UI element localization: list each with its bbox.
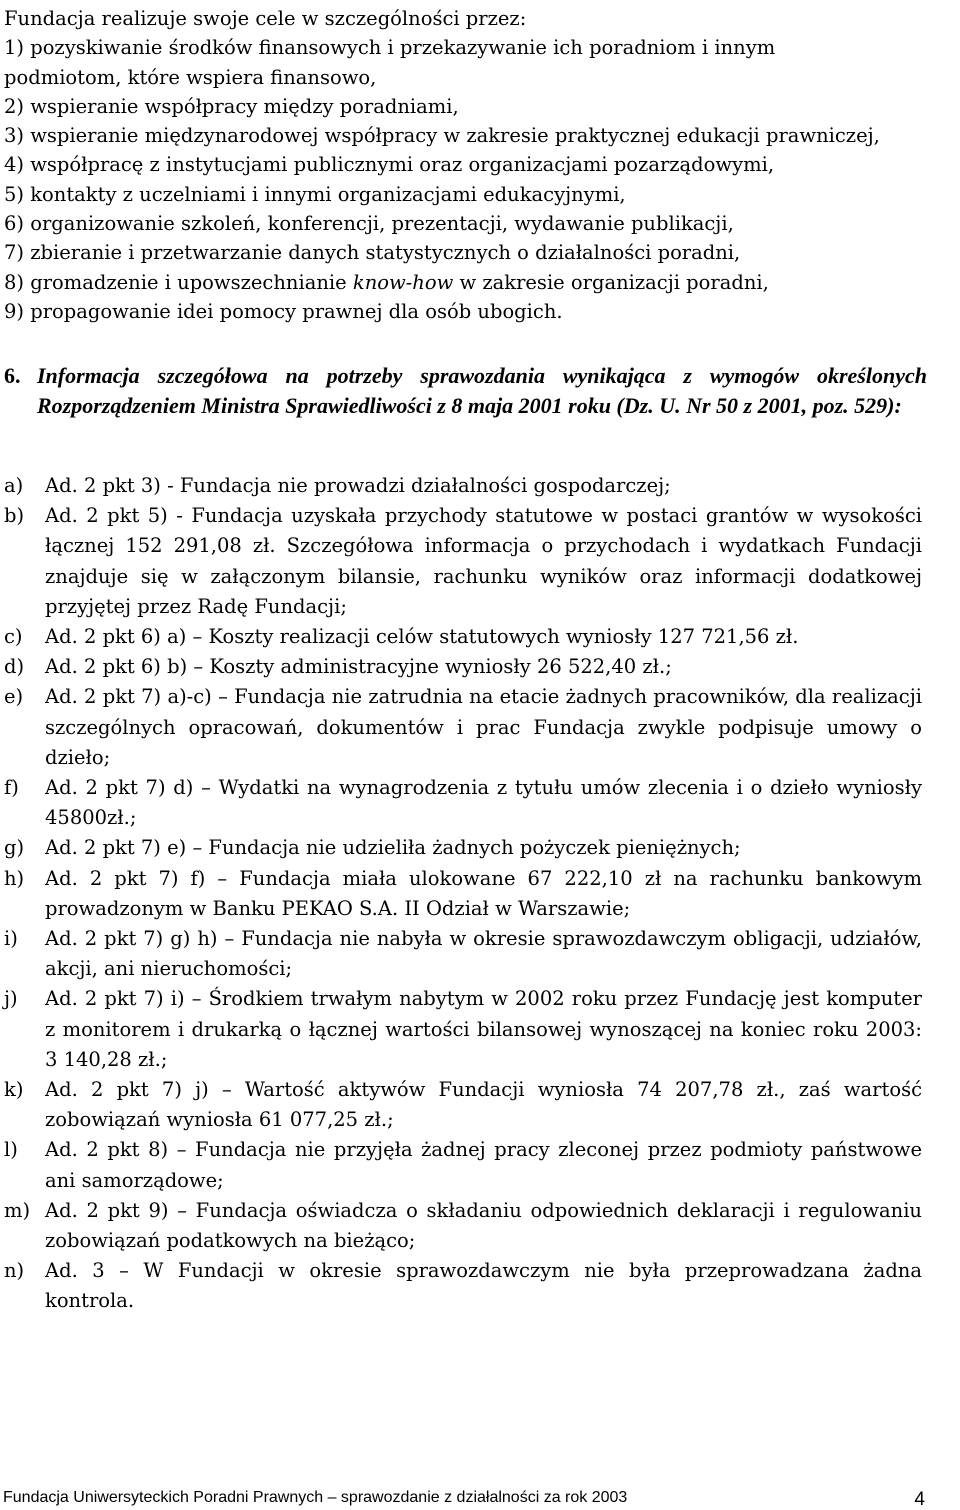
details-list xyxy=(4,471,922,1317)
goals-line: 5) kontakty z uczelniami i innymi organizacjami edukacyjnymi, xyxy=(4,182,626,206)
section-number: 6. xyxy=(4,363,21,388)
item-letter: d) xyxy=(4,655,25,679)
goals-line: 3) wspieranie międzynarodowej współpracy w zakresie praktycznej edukacji prawniczej, xyxy=(4,124,880,148)
goals-lead: Fundacja realizuje swoje cele w szczególności przez: xyxy=(4,7,527,30)
list-item xyxy=(4,833,922,863)
item-text: Ad. 2 pkt 5) - Fundacja uzyskała przychody statutowe w postaci grantów w wysokości łącznej 152 291,08 zł. Szczegółowa informacja o przychodach i wydatkach Fundacji znajduje się w załączonym bilansie, rachunku wyników oraz informacji dodatkowej przyjętej przez Radę Fundacji; xyxy=(45,504,922,618)
goals-line: podmiotom, które wspiera finansowo, xyxy=(4,65,377,89)
item-letter: l) xyxy=(4,1138,18,1162)
goals-list xyxy=(4,4,956,326)
know-how-term: know-how xyxy=(352,270,454,294)
list-item xyxy=(4,501,922,622)
item-text: Ad. 2 pkt 7) e) – Fundacja nie udzieliła żadnych pożyczek pieniężnych; xyxy=(45,836,741,860)
item-letter: c) xyxy=(4,625,23,649)
item-text: Ad. 2 pkt 6) b) – Koszty administracyjne wyniosły 26 522,40 zł.; xyxy=(45,655,672,679)
list-item xyxy=(4,1256,922,1316)
item-text: Ad. 2 pkt 7) d) – Wydatki na wynagrodzenia z tytułu umów zlecenia i o dzieło wyniosły 45800zł.; xyxy=(45,776,922,830)
item-letter: j) xyxy=(4,987,18,1011)
list-item xyxy=(4,1135,922,1195)
item-text: Ad. 2 pkt 7) g) h) – Fundacja nie nabyła w okresie sprawozdawczym obligacji, udziałów, akcji, ani nieruchomości; xyxy=(45,927,922,981)
goals-line-8-end: w zakresie organizacji poradni, xyxy=(453,270,769,294)
item-letter: g) xyxy=(4,836,25,860)
goals-line: 1) pozyskiwanie środków finansowych i przekazywanie ich poradniom i innym xyxy=(4,36,776,60)
item-text: Ad. 3 – W Fundacji w okresie sprawozdawczym nie była przeprowadzana żadna kontrola. xyxy=(45,1259,922,1313)
item-text: Ad. 2 pkt 7) i) – Środkiem trwałym nabytym w 2002 roku przez Fundację jest komputer z monitorem i drukarką o łącznej wartości bilansowej wynoszącej na koniec roku 2003: 3 140,28 zł.; xyxy=(45,987,922,1071)
page-number: 4 xyxy=(914,1489,925,1510)
section-heading xyxy=(4,361,927,420)
footer-text: Fundacja Uniwersyteckich Poradni Prawnych – sprawozdanie z działalności za rok 2003 xyxy=(3,1489,628,1506)
item-text: Ad. 2 pkt 7) f) – Fundacja miała ulokowane 67 222,10 zł na rachunku bankowym prowadzonym w Banku PEKAO S.A. II Odział w Warszawie; xyxy=(45,866,922,920)
list-item xyxy=(4,864,922,924)
item-letter: e) xyxy=(4,685,24,709)
item-letter: h) xyxy=(4,866,25,890)
goals-line-8 xyxy=(4,268,956,297)
list-item xyxy=(4,1196,922,1256)
item-letter: i) xyxy=(4,927,18,951)
section-title: Informacja szczegółowa na potrzeby sprawozdania wynikająca z wymogów określonych Rozporządzeniem Ministra Sprawiedliwości z 8 maja 2001 roku (Dz. U. Nr 50 z 2001, poz. 529): xyxy=(37,363,927,418)
list-item xyxy=(4,471,922,501)
item-text: Ad. 2 pkt 7) a)-c) – Fundacja nie zatrudnia na etacie żadnych pracowników, dla realizacji szczególnych opracowań, dokumentów i prac Fundacja zwykle podpisuje umowy o dzieło; xyxy=(45,685,922,769)
item-letter: a) xyxy=(4,474,24,497)
list-item xyxy=(4,984,922,1075)
list-item xyxy=(4,1075,922,1135)
item-letter: n) xyxy=(4,1259,25,1283)
item-letter: b) xyxy=(4,504,25,528)
item-text: Ad. 2 pkt 3) - Fundacja nie prowadzi działalności gospodarczej; xyxy=(45,474,671,497)
item-text: Ad. 2 pkt 6) a) – Koszty realizacji celów statutowych wyniosły 127 721,56 zł. xyxy=(45,625,799,649)
item-letter: m) xyxy=(4,1198,31,1222)
item-text: Ad. 2 pkt 8) – Fundacja nie przyjęła żadnej pracy zleconej przez podmioty państwowe ani samorządowe; xyxy=(45,1138,922,1192)
list-item xyxy=(4,682,922,773)
goals-line: 4) współpracę z instytucjami publicznymi oraz organizacjami pozarządowymi, xyxy=(4,153,775,177)
goals-line: 6) organizowanie szkoleń, konferencji, prezentacji, wydawanie publikacji, xyxy=(4,212,734,236)
item-letter: k) xyxy=(4,1078,24,1102)
list-item xyxy=(4,773,922,833)
item-text: Ad. 2 pkt 9) – Fundacja oświadcza o składaniu odpowiednich deklaracji i regulowaniu zobowiązań podatkowych na bieżąco; xyxy=(45,1198,922,1253)
goals-line: 2) wspieranie współpracy między poradniami, xyxy=(4,94,459,118)
goals-line-8-start: 8) gromadzenie i upowszechnianie xyxy=(4,270,353,294)
list-item xyxy=(4,924,922,984)
goals-line: 7) zbieranie i przetwarzanie danych statystycznych o działalności poradni, xyxy=(4,241,741,265)
list-item xyxy=(4,622,922,652)
page-footer xyxy=(3,1488,953,1508)
item-letter: f) xyxy=(4,776,19,800)
list-item xyxy=(4,652,922,682)
goals-line: 9) propagowanie idei pomocy prawnej dla osób ubogich. xyxy=(4,299,563,323)
item-text: Ad. 2 pkt 7) j) – Wartość aktywów Fundacji wyniosła 74 207,78 zł., zaś wartość zobowiązań wyniosła 61 077,25 zł.; xyxy=(45,1078,922,1132)
